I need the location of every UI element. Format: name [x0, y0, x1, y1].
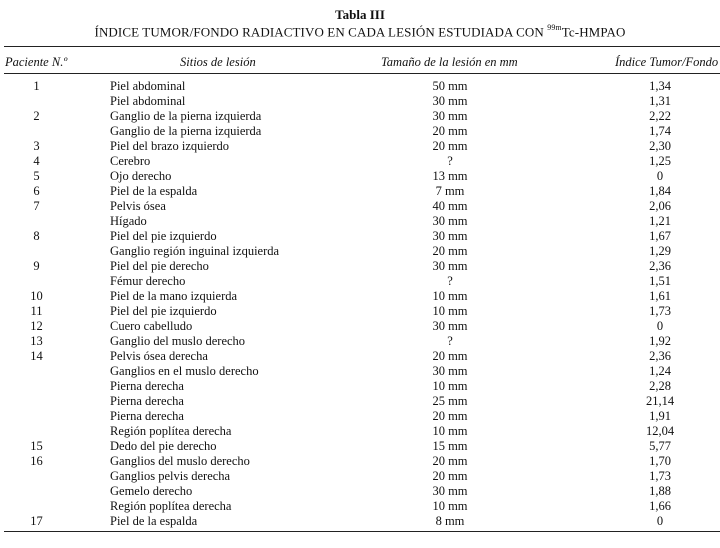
- table-row: [0, 184, 720, 199]
- cell-index: 0: [656, 169, 664, 183]
- table-row: [0, 469, 720, 484]
- header-rule: [4, 73, 720, 74]
- cell-size: 20 mm: [432, 409, 468, 423]
- top-rule: [4, 46, 720, 47]
- cell-size: 30 mm: [432, 229, 468, 243]
- cell-site: Ganglio región inguinal izquierda: [110, 244, 280, 258]
- cell-patient: 16: [30, 454, 43, 468]
- cell-size: 30 mm: [432, 259, 468, 273]
- table-title: Tabla III: [335, 7, 385, 22]
- cell-index: 2,28: [649, 379, 671, 393]
- table-row: [0, 214, 720, 229]
- cell-patient: 6: [33, 184, 40, 198]
- cell-site: Ganglio de la pierna izquierda: [110, 109, 262, 123]
- cell-size: 20 mm: [432, 469, 468, 483]
- cell-index: 21,14: [645, 394, 675, 408]
- table-row: [0, 499, 720, 514]
- cell-site: Piel abdominal: [110, 79, 186, 93]
- cell-site: Piel abdominal: [110, 94, 186, 108]
- table-row: [0, 124, 720, 139]
- subtitle-text: ÍNDICE TUMOR/FONDO RADIACTIVO EN CADA LESIÓN ESTUDIADA CON: [94, 24, 548, 40]
- table-row: [0, 424, 720, 439]
- cell-index: 1,66: [649, 499, 671, 513]
- cell-site: Gemelo derecho: [110, 484, 193, 498]
- cell-index: 1,91: [649, 409, 671, 423]
- cell-size: 20 mm: [432, 139, 468, 153]
- cell-size: 20 mm: [432, 349, 468, 363]
- cell-patient: 3: [33, 139, 40, 153]
- cell-index: 1,67: [649, 229, 671, 243]
- cell-size: 30 mm: [432, 109, 468, 123]
- cell-site: Cerebro: [110, 154, 151, 168]
- cell-index: 0: [656, 514, 664, 528]
- cell-size: 7 mm: [435, 184, 465, 198]
- table-row: [0, 154, 720, 169]
- cell-index: 1,84: [649, 184, 671, 198]
- cell-size: 30 mm: [432, 484, 468, 498]
- cell-site: Cuero cabelludo: [110, 319, 193, 333]
- cell-site: Piel del pie izquierdo: [110, 229, 217, 243]
- cell-index: 1,92: [649, 334, 671, 348]
- cell-size: ?: [447, 334, 453, 348]
- cell-patient: 9: [33, 259, 40, 273]
- cell-index: 1,88: [649, 484, 671, 498]
- cell-patient: 7: [33, 199, 40, 213]
- cell-size: 10 mm: [432, 499, 468, 513]
- table-row: [0, 304, 720, 319]
- cell-index: 5,77: [649, 439, 671, 453]
- cell-index: 1,24: [649, 364, 671, 378]
- cell-site: Piel de la espalda: [110, 184, 198, 198]
- cell-site: Ganglios en el muslo derecho: [110, 364, 259, 378]
- cell-site: Pelvis ósea derecha: [110, 349, 208, 363]
- table-row: [0, 199, 720, 214]
- table-row: [0, 319, 720, 334]
- header-index: Índice Tumor/Fondo: [615, 55, 719, 69]
- cell-size: 20 mm: [432, 124, 468, 138]
- subtitle-text-end: Tc-HMPAO: [561, 24, 626, 40]
- table-row: [0, 169, 720, 184]
- table-row: [0, 409, 720, 424]
- cell-site: Ganglios pelvis derecha: [110, 469, 231, 483]
- cell-patient: 10: [30, 289, 43, 303]
- cell-size: ?: [447, 154, 453, 168]
- cell-site: Piel del pie derecho: [110, 259, 209, 273]
- cell-size: 10 mm: [432, 289, 468, 303]
- table-row: [0, 379, 720, 394]
- cell-site: Dedo del pie derecho: [110, 439, 217, 453]
- cell-size: 50 mm: [432, 79, 468, 93]
- cell-site: Piel de la mano izquierda: [110, 289, 238, 303]
- cell-index: 1,73: [649, 469, 671, 483]
- cell-site: Piel del pie izquierdo: [110, 304, 217, 318]
- cell-patient: 14: [30, 349, 43, 363]
- cell-index: 1,21: [649, 214, 671, 228]
- cell-patient: 12: [30, 319, 43, 333]
- cell-site: Fémur derecho: [110, 274, 186, 288]
- cell-index: 1,61: [649, 289, 671, 303]
- cell-index: 2,30: [649, 139, 671, 153]
- cell-index: 0: [656, 319, 664, 333]
- cell-patient: 11: [30, 304, 43, 318]
- cell-site: Ganglio de la pierna izquierda: [110, 124, 262, 138]
- cell-size: 30 mm: [432, 364, 468, 378]
- cell-index: 1,74: [649, 124, 671, 138]
- table-row: [0, 289, 720, 304]
- cell-index: 1,51: [649, 274, 671, 288]
- cell-patient: 1: [33, 79, 40, 93]
- subtitle-superscript: 99m: [547, 23, 562, 32]
- cell-size: 30 mm: [432, 319, 468, 333]
- cell-site: Piel del brazo izquierdo: [110, 139, 230, 153]
- cell-index: 2,36: [649, 259, 671, 273]
- table-row: [0, 394, 720, 409]
- header-site: Sitios de lesión: [180, 55, 256, 69]
- cell-index: 2,36: [649, 349, 671, 363]
- cell-site: Pierna derecha: [110, 409, 184, 423]
- table-subtitle: [0, 24, 720, 40]
- cell-size: 10 mm: [432, 304, 468, 318]
- table-row: [0, 364, 720, 379]
- table-row: [0, 259, 720, 274]
- cell-site: Región poplítea derecha: [110, 424, 232, 438]
- cell-size: 15 mm: [432, 439, 468, 453]
- table-row: [0, 109, 720, 124]
- table-row: [0, 79, 720, 94]
- cell-size: 30 mm: [432, 94, 468, 108]
- cell-index: 1,73: [649, 304, 671, 318]
- table-row: [0, 514, 720, 529]
- cell-patient: 5: [33, 169, 40, 183]
- table-row: [0, 454, 720, 469]
- cell-size: 13 mm: [432, 169, 468, 183]
- cell-index: 1,31: [649, 94, 671, 108]
- table-row: [0, 484, 720, 499]
- cell-size: 40 mm: [432, 199, 468, 213]
- cell-site: Pierna derecha: [110, 379, 184, 393]
- cell-site: Piel de la espalda: [110, 514, 198, 528]
- cell-index: 2,06: [649, 199, 671, 213]
- cell-index: 12,04: [645, 424, 675, 438]
- table-row: [0, 229, 720, 244]
- cell-site: Pelvis ósea: [110, 199, 166, 213]
- cell-index: 1,29: [649, 244, 671, 258]
- cell-site: Región poplítea derecha: [110, 499, 232, 513]
- cell-size: 20 mm: [432, 244, 468, 258]
- cell-site: Pierna derecha: [110, 394, 184, 408]
- cell-size: 8 mm: [435, 514, 465, 528]
- table-row: [0, 439, 720, 454]
- cell-site: Ganglio del muslo derecho: [110, 334, 246, 348]
- cell-site: Hígado: [110, 214, 147, 228]
- cell-size: ?: [447, 274, 453, 288]
- cell-patient: 17: [30, 514, 43, 528]
- table-row: [0, 139, 720, 154]
- cell-size: 25 mm: [432, 394, 468, 408]
- cell-size: 10 mm: [432, 424, 468, 438]
- cell-patient: 8: [33, 229, 40, 243]
- cell-size: 10 mm: [432, 379, 468, 393]
- cell-patient: 13: [30, 334, 43, 348]
- header-size: Tamaño de la lesión en mm: [381, 55, 518, 69]
- cell-patient: 2: [33, 109, 40, 123]
- cell-site: Ojo derecho: [110, 169, 172, 183]
- cell-index: 2,22: [649, 109, 671, 123]
- table-row: [0, 349, 720, 364]
- table-row: [0, 94, 720, 109]
- cell-size: 20 mm: [432, 454, 468, 468]
- header-patient: Paciente N.º: [5, 55, 68, 69]
- bottom-rule: [4, 531, 720, 532]
- cell-index: 1,25: [649, 154, 671, 168]
- cell-index: 1,34: [649, 79, 671, 93]
- table-row: [0, 274, 720, 289]
- cell-size: 30 mm: [432, 214, 468, 228]
- cell-patient: 15: [30, 439, 43, 453]
- cell-patient: 4: [33, 154, 40, 168]
- table-row: [0, 334, 720, 349]
- table-row: [0, 244, 720, 259]
- cell-index: 1,70: [649, 454, 671, 468]
- cell-site: Ganglios del muslo derecho: [110, 454, 250, 468]
